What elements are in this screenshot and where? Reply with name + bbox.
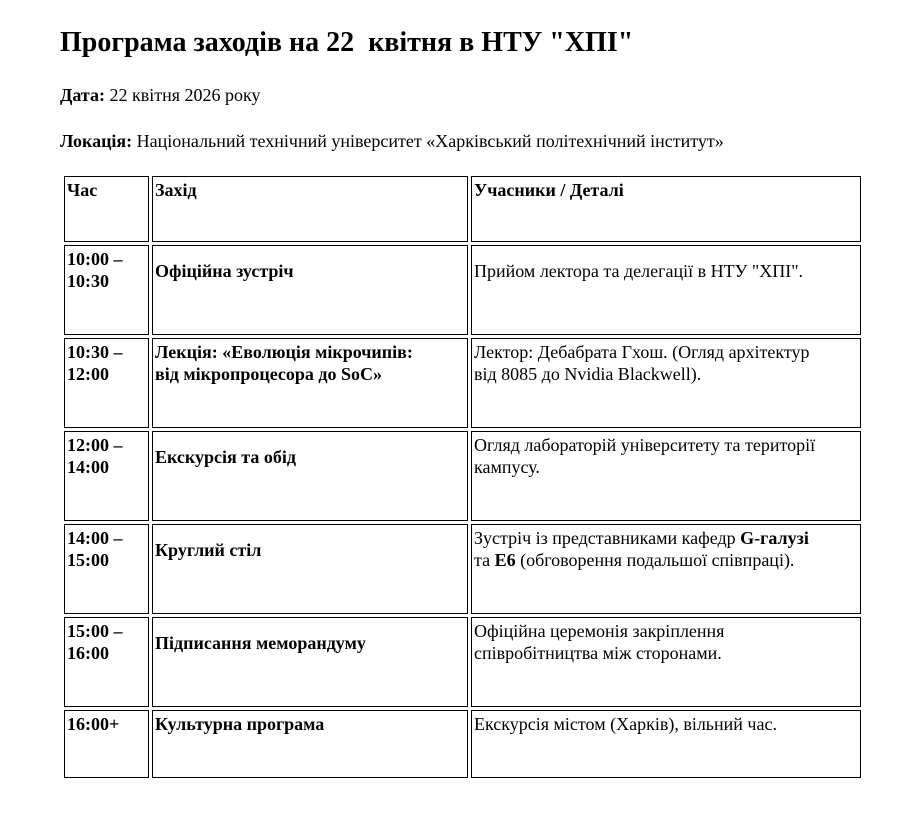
details-line2: від 8085 до Nvidia Blackwell). <box>474 364 702 384</box>
date-label: Дата: <box>60 85 105 105</box>
time-start: 10:30 – <box>67 342 123 362</box>
details-cell <box>471 524 861 614</box>
time-end: 15:00 <box>67 550 109 570</box>
event-cell <box>152 617 468 707</box>
table-row <box>64 431 861 521</box>
details-bold-e6: E6 <box>494 550 516 570</box>
table-row <box>64 617 861 707</box>
details-line1: Лектор: Дебабрата Гхош. (Огляд архітектур <box>474 342 810 362</box>
event-title-line1: Лекція: «Еволюція мікрочипів: <box>155 342 413 362</box>
time-end: 14:00 <box>67 457 109 477</box>
event-title: Круглий стіл <box>155 540 262 560</box>
header-event: Захід <box>152 176 468 242</box>
program-table <box>61 173 864 781</box>
time-cell <box>64 524 149 614</box>
table-row <box>64 338 861 428</box>
time-end: 10:30 <box>67 271 109 291</box>
event-title-line2: від мікропроцесора до SoC» <box>155 364 383 384</box>
header-time: Час <box>64 176 149 242</box>
event-cell <box>152 524 468 614</box>
event-cell <box>152 245 468 335</box>
date-value: 22 квітня 2026 року <box>104 85 261 105</box>
page-title: Програма заходів на 22 квітня в НТУ "ХПІ" <box>60 27 634 58</box>
time-end: 16:00 <box>67 643 109 663</box>
header-details: Учасники / Деталі <box>471 176 861 242</box>
time-start: 15:00 – <box>67 621 123 641</box>
details-text: Прийом лектора та делегації в НТУ "ХПІ". <box>474 261 804 281</box>
details-cell <box>471 431 861 521</box>
date-line <box>60 84 261 106</box>
time-cell <box>64 617 149 707</box>
details-line1: Офіційна церемонія закріплення <box>474 621 725 641</box>
details-part3: (обговорення подальшої співпраці). <box>515 550 795 570</box>
details-line2: співробітництва між сторонами. <box>474 643 722 663</box>
details-part1: Зустріч із представниками кафедр <box>474 528 741 548</box>
details-line2: кампусу. <box>474 457 540 477</box>
location-label: Локація: <box>60 131 133 151</box>
event-cell <box>152 710 468 778</box>
table-row <box>64 245 861 335</box>
time-cell <box>64 338 149 428</box>
table-header-row <box>64 176 861 242</box>
time-end: 12:00 <box>67 364 109 384</box>
details-text: Екскурсія містом (Харків), вільний час. <box>474 714 777 734</box>
time-cell <box>64 245 149 335</box>
event-title: Офіційна зустріч <box>155 261 294 281</box>
details-cell <box>471 617 861 707</box>
event-title: Підписання меморандуму <box>155 633 366 653</box>
event-cell <box>152 431 468 521</box>
table-row <box>64 710 861 778</box>
details-part2: та <box>474 550 495 570</box>
time-start: 12:00 – <box>67 435 123 455</box>
details-cell <box>471 710 861 778</box>
time-start: 14:00 – <box>67 528 123 548</box>
event-title: Екскурсія та обід <box>155 447 296 467</box>
location-value: Національний технічний університет «Харківський політехнічний інститут» <box>132 131 724 151</box>
time-cell <box>64 431 149 521</box>
details-cell <box>471 245 861 335</box>
location-line <box>60 130 724 152</box>
event-title: Культурна програма <box>155 714 325 734</box>
event-cell <box>152 338 468 428</box>
time-cell <box>64 710 149 778</box>
table-row <box>64 524 861 614</box>
time-start: 16:00+ <box>67 714 120 734</box>
details-line1: Огляд лабораторій університету та території <box>474 435 816 455</box>
details-cell <box>471 338 861 428</box>
time-start: 10:00 – <box>67 249 123 269</box>
details-bold-g: G-галузі <box>740 528 809 548</box>
